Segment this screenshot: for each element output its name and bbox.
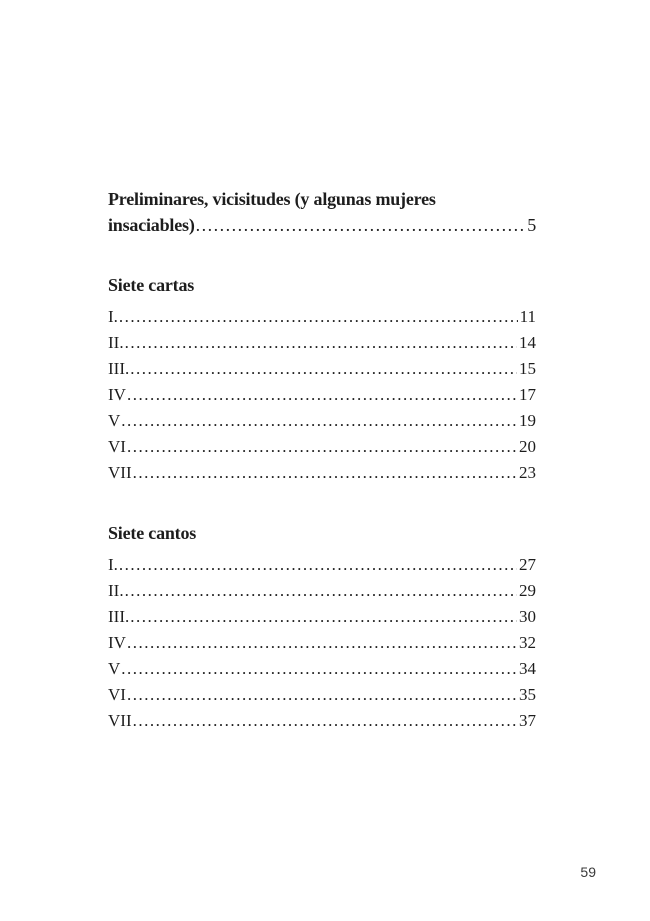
toc-page-number: 27 bbox=[519, 555, 536, 574]
dot-leader bbox=[127, 682, 517, 708]
toc-entry-title-line-with-page bbox=[108, 212, 536, 238]
toc-entry-label: II. bbox=[108, 581, 124, 600]
toc-page-number: 5 bbox=[527, 215, 536, 235]
dot-leader bbox=[127, 434, 517, 460]
dot-leader bbox=[130, 604, 517, 630]
section-heading: Siete cartas bbox=[108, 275, 195, 295]
dot-leader bbox=[121, 408, 517, 434]
dot-leader bbox=[130, 356, 517, 382]
toc-entry-label: VI bbox=[108, 437, 126, 456]
toc-entry[interactable] bbox=[108, 330, 536, 356]
toc-page-number: 37 bbox=[519, 711, 536, 730]
toc-entry-preliminares[interactable] bbox=[108, 186, 536, 238]
toc-entry-label: VII bbox=[108, 711, 132, 730]
toc-page-number: 32 bbox=[519, 633, 536, 652]
toc-entry[interactable] bbox=[108, 434, 536, 460]
page-folio-number: 59 bbox=[580, 864, 596, 880]
toc-entry[interactable] bbox=[108, 630, 536, 656]
dot-leader bbox=[127, 382, 517, 408]
toc-entry[interactable] bbox=[108, 656, 536, 682]
toc-entry-title-line: Preliminares, vicisitudes (y algunas mujeres bbox=[108, 189, 436, 209]
dot-leader bbox=[119, 552, 517, 578]
dot-leader bbox=[196, 212, 526, 238]
dot-leader bbox=[121, 656, 517, 682]
toc-page-number: 30 bbox=[519, 607, 536, 626]
toc-entry-label: IV bbox=[108, 385, 126, 404]
toc-entry[interactable] bbox=[108, 460, 536, 486]
toc-entry-label: I. bbox=[108, 307, 118, 326]
toc-entry[interactable] bbox=[108, 552, 536, 578]
toc-entry[interactable] bbox=[108, 604, 536, 630]
toc-page-number: 34 bbox=[519, 659, 536, 678]
toc-page-number: 29 bbox=[519, 581, 536, 600]
toc-entry[interactable] bbox=[108, 708, 536, 734]
toc-entry-label: III. bbox=[108, 607, 130, 626]
toc-page-number: 15 bbox=[519, 359, 536, 378]
toc-page-number: 17 bbox=[519, 385, 536, 404]
toc-entry[interactable] bbox=[108, 682, 536, 708]
dot-leader bbox=[125, 578, 517, 604]
toc-entry-label: insaciables) bbox=[108, 215, 195, 235]
toc-entry[interactable] bbox=[108, 304, 536, 330]
toc-entry[interactable] bbox=[108, 356, 536, 382]
toc-entry-label: V bbox=[108, 411, 121, 430]
dot-leader bbox=[119, 304, 518, 330]
table-of-contents bbox=[108, 186, 536, 734]
toc-page-number: 19 bbox=[519, 411, 536, 430]
dot-leader bbox=[125, 330, 517, 356]
toc-section-siete-cantos bbox=[108, 520, 536, 734]
toc-entry[interactable] bbox=[108, 578, 536, 604]
dot-leader bbox=[133, 460, 517, 486]
toc-entry[interactable] bbox=[108, 408, 536, 434]
toc-entry-label: V bbox=[108, 659, 121, 678]
toc-entry-label: II. bbox=[108, 333, 124, 352]
toc-entry-label: VI bbox=[108, 685, 126, 704]
toc-entry[interactable] bbox=[108, 382, 536, 408]
toc-page-number: 11 bbox=[519, 307, 536, 326]
toc-page-number: 14 bbox=[519, 333, 536, 352]
toc-entry-label: IV bbox=[108, 633, 126, 652]
toc-page-number: 23 bbox=[519, 463, 536, 482]
dot-leader bbox=[133, 708, 517, 734]
toc-page-number: 20 bbox=[519, 437, 536, 456]
toc-entry-label: III. bbox=[108, 359, 130, 378]
toc-section-siete-cartas bbox=[108, 272, 536, 486]
toc-page-number: 35 bbox=[519, 685, 536, 704]
toc-entry-label: I. bbox=[108, 555, 118, 574]
dot-leader bbox=[127, 630, 517, 656]
section-heading: Siete cantos bbox=[108, 523, 197, 543]
toc-entry-label: VII bbox=[108, 463, 132, 482]
